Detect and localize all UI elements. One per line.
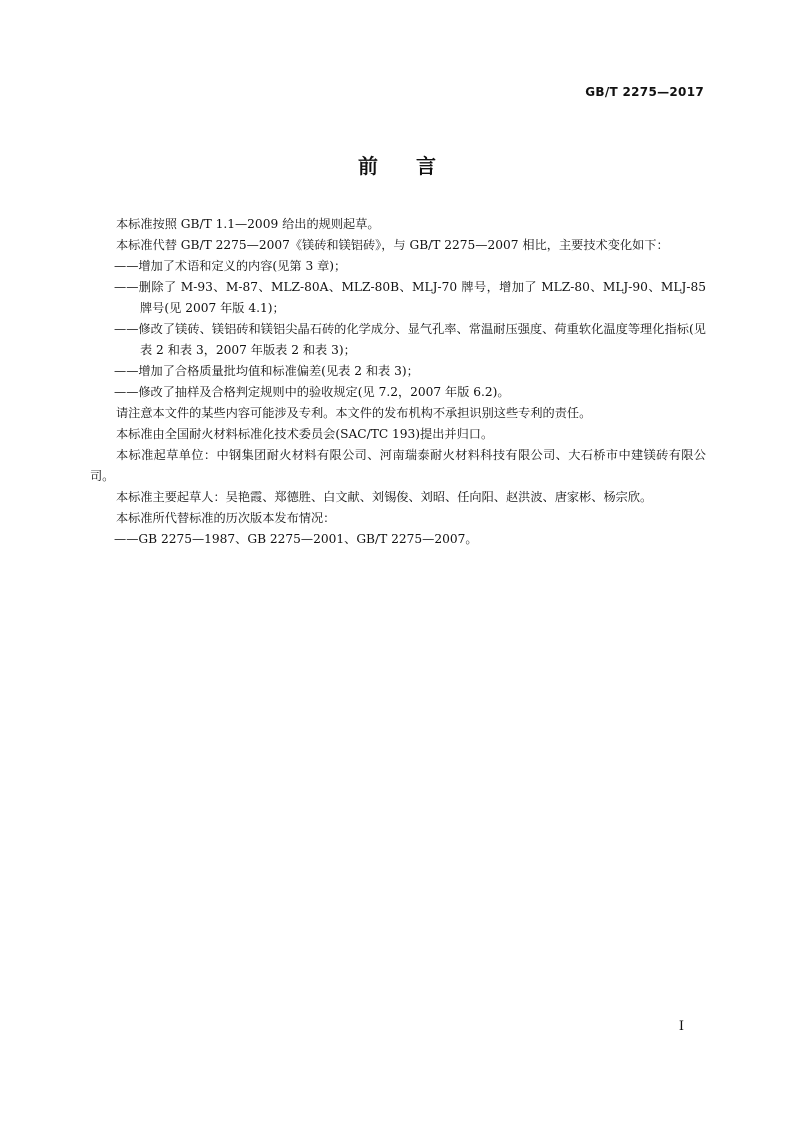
paragraph: 本标准按照 GB/T 1.1—2009 给出的规则起草。 — [116, 217, 380, 231]
list-item: ——删除了 M-93、M-87、MLZ-80A、MLZ-80B、MLJ-70 牌号，增加了 MLZ-80、MLJ-90、MLJ-85 牌号(见 2007 年版 4.1)； — [114, 280, 706, 315]
page-title: 前言 — [358, 154, 474, 178]
paragraph: 本标准主要起草人：吴艳霞、郑德胜、白文献、刘锡俊、刘昭、任向阳、赵洪波、唐家彬、杨宗欣。 — [116, 490, 653, 504]
body-text — [90, 214, 706, 550]
list-item: ——修改了镁砖、镁铝砖和镁铝尖晶石砖的化学成分、显气孔率、常温耐压强度、荷重软化温度等理化指标(见表 2 和表 3，2007 年版表 2 和表 3)； — [114, 322, 706, 357]
page-number: I — [678, 1019, 684, 1034]
standard-number: GB/T 2275—2017 — [585, 85, 704, 99]
paragraph: 本标准所代替标准的历次版本发布情况： — [116, 511, 336, 525]
paragraph: 本标准起草单位：中钢集团耐火材料有限公司、河南瑞泰耐火材料科技有限公司、大石桥市中建镁砖有限公司。 — [90, 448, 706, 483]
list-item: ——增加了合格质量批均值和标准偏差(见表 2 和表 3)； — [114, 364, 419, 378]
paragraph: 本标准由全国耐火材料标准化技术委员会(SAC/TC 193)提出并归口。 — [116, 427, 494, 441]
list-item: ——GB 2275—1987、GB 2275—2001、GB/T 2275—2007。 — [114, 532, 478, 546]
paragraph: 请注意本文件的某些内容可能涉及专利。本文件的发布机构不承担识别这些专利的责任。 — [116, 406, 592, 420]
list-item: ——增加了术语和定义的内容(见第 3 章)； — [114, 259, 347, 273]
list-item: ——修改了抽样及合格判定规则中的验收规定(见 7.2，2007 年版 6.2)。 — [114, 385, 510, 399]
paragraph: 本标准代替 GB/T 2275—2007《镁砖和镁铝砖》，与 GB/T 2275—2007 相比，主要技术变化如下： — [116, 238, 669, 252]
